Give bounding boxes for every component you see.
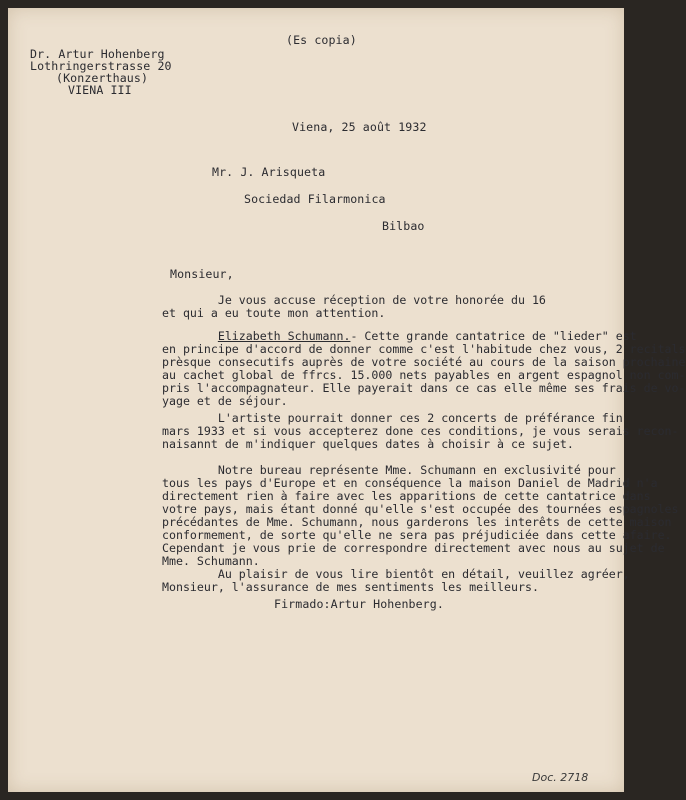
signature: Firmado:Artur Hohenberg. xyxy=(274,597,444,611)
paragraph-3-line: mars 1933 et si vous accepterez done ces conditions, je vous serais recon- xyxy=(162,424,679,438)
paragraph-3-line: naisannt de m'indiquer quelques dates à choisir à ce sujet. xyxy=(162,437,574,451)
paragraph-4 xyxy=(162,464,679,568)
date-line: Viena, 25 août 1932 xyxy=(292,120,427,134)
paragraph-3 xyxy=(162,412,679,451)
sender-city: VIENA III xyxy=(68,83,132,97)
paragraph-2-line: prèsque consecutifs auprès de votre société au cours de la saison prochaine xyxy=(162,355,686,369)
paragraph-4-line: Mme. Schumann. xyxy=(162,554,260,568)
letter-page xyxy=(8,8,686,792)
copy-note: (Es copia) xyxy=(286,33,357,47)
paragraph-1 xyxy=(162,294,546,320)
recipient-city: Bilbao xyxy=(382,219,425,233)
paragraph-4-line: précédantes de Mme. Schumann, nous garderons les interêts de cette maison xyxy=(162,515,672,529)
artist-name-underlined: Elizabeth Schumann. xyxy=(217,329,351,343)
paragraph-4-line: tous les pays d'Europe et en conséquence la maison Daniel de Madrid n'a xyxy=(162,476,658,490)
paragraph-2-line: au cachet global de ffrcs. 15.000 nets payables en argent espagnol non com- xyxy=(162,368,686,382)
paragraph-3-line: L'artiste pourrait donner ces 2 concerts de préférance fin xyxy=(162,411,623,425)
paragraph-4-line: Notre bureau représente Mme. Schumann en exclusivité pour xyxy=(162,463,616,477)
paragraph-4-line: conformement, de sorte qu'elle ne sera pas préjudiciée dans cette afaire. xyxy=(162,528,672,542)
recipient-name: Mr. J. Arisqueta xyxy=(212,165,326,179)
sender-street: Lothringerstrasse 20 xyxy=(30,59,172,73)
paragraph-1-line: et qui a eu toute mon attention. xyxy=(162,306,386,320)
paragraph-2-line: en principe d'accord de donner comme c'est l'habitude chez vous, 2 recitals xyxy=(162,342,686,356)
paragraph-4-line: votre pays, mais étant donné qu'elle s'est occupée des tournées espagnoles xyxy=(162,502,679,516)
paragraph-4-line: directement rien à faire avec les apparitions de cette cantatrice dans xyxy=(162,489,651,503)
paragraph-2-line: yage et de séjour. xyxy=(162,394,288,408)
sender-name: Dr. Artur Hohenberg xyxy=(30,47,165,61)
sender-venue: (Konzerthaus) xyxy=(56,71,149,85)
paragraph-2-line: pris l'accompagnateur. Elle payerait dans ce cas elle même ses frais de vo- xyxy=(162,381,686,395)
paragraph-5-line: Monsieur, l'assurance de mes sentiments les meilleurs. xyxy=(162,580,539,594)
salutation: Monsieur, xyxy=(170,267,234,281)
paragraph-2 xyxy=(162,330,686,408)
recipient-org: Sociedad Filarmonica xyxy=(244,192,386,206)
paragraph-5-line: Au plaisir de vous lire bientôt en détail, veuillez agréer, xyxy=(162,567,630,581)
document-number-handwritten: Doc. 2718 xyxy=(532,771,589,784)
spacer xyxy=(162,329,218,343)
paragraph-4-line: Cependant je vous prie de correspondre directement avec nous au sujet de xyxy=(162,541,665,555)
paragraph-2-line: - Cette grande cantatrice de "lieder" est xyxy=(350,329,637,343)
paragraph-1-line: Je vous accuse réception de votre honorée du 16 xyxy=(162,293,546,307)
paragraph-5 xyxy=(162,568,630,594)
